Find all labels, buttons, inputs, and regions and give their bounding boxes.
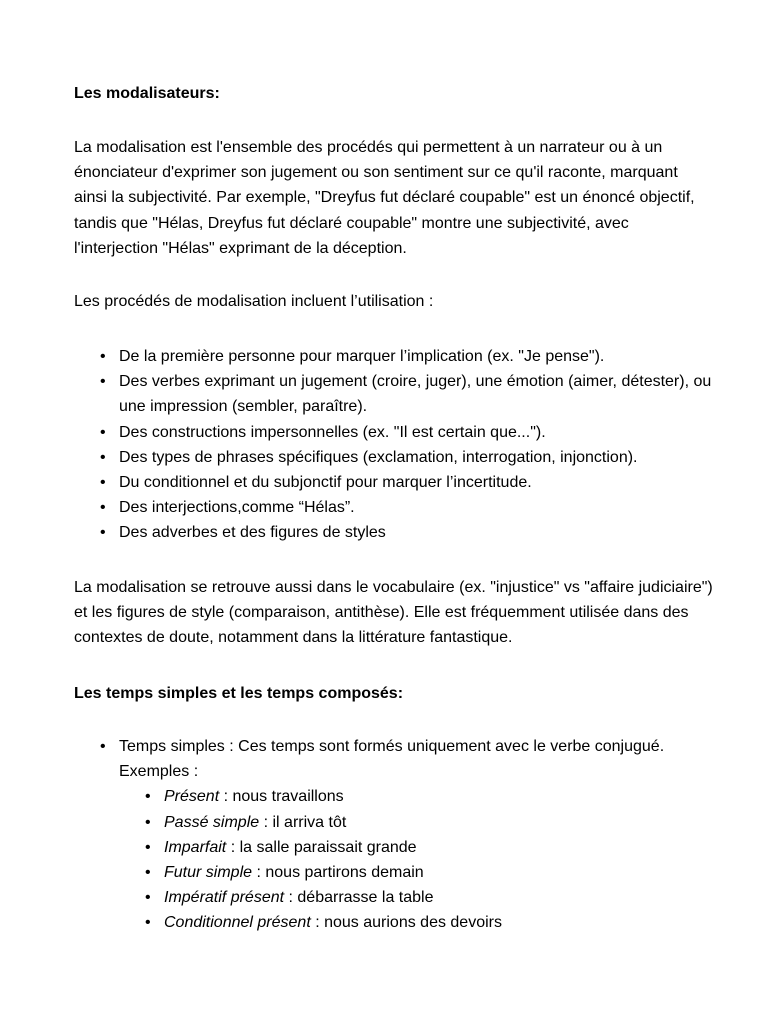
bullet: • xyxy=(100,524,106,542)
example-text: : la salle paraissait grande xyxy=(226,838,417,856)
bullet: • xyxy=(100,448,106,466)
tense-name: Passé simple xyxy=(164,813,260,831)
bullet: • xyxy=(100,348,106,365)
example-item xyxy=(119,835,714,860)
lead-paragraph: Les procédés de modalisation incluent l’utilisation : xyxy=(74,293,434,310)
bullet: • xyxy=(145,838,151,856)
example-item xyxy=(119,784,714,809)
tense-name: Présent xyxy=(164,788,220,806)
bullet: • xyxy=(100,499,106,517)
modalisation-list xyxy=(74,344,714,546)
bullet: • xyxy=(100,738,106,755)
list-item: • Du conditionnel et du subjonctif pour marquer l’incertitude. xyxy=(74,470,714,495)
example-text: : nous travaillons xyxy=(219,788,344,806)
section-title-modalisateurs: Les modalisateurs: xyxy=(74,85,220,102)
tense-name: Conditionnel présent xyxy=(164,914,311,932)
example-text: : il arriva tôt xyxy=(259,813,347,831)
temps-list xyxy=(74,734,714,936)
example-item xyxy=(119,810,714,835)
bullet: • xyxy=(145,914,151,932)
list-item xyxy=(74,734,714,936)
tense-name: Impératif présent xyxy=(164,889,285,907)
section-title-temps: Les temps simples et les temps composés: xyxy=(74,685,404,702)
tense-name: Imparfait xyxy=(164,838,227,856)
tense-name: Futur simple xyxy=(164,864,253,882)
bullet: • xyxy=(100,474,106,492)
example-item xyxy=(119,910,714,935)
temps-simples-text: Temps simples : Ces temps sont formés uniquement avec le verbe conjugué. Exemples : xyxy=(119,738,665,781)
bullet: • xyxy=(145,864,151,882)
intro-paragraph: La modalisation est l'ensemble des procédés qui permettent à un narrateur ou à un énonciateur d'exprimer son jugement ou son sentiment sur ce qu'il raconte, marquant ainsi la subjectivité. Par exemple, "Dreyfus fut déclaré coupable" est un énoncé objectif, tandis que "Hélas, Dreyfus fut déclaré coupable" montre une subjectivité, avec l'interjection "Hélas" exprimant de la déception. xyxy=(74,139,695,257)
list-item: • Des adverbes et des figures de styles xyxy=(74,520,714,545)
example-text: : nous aurions des devoirs xyxy=(310,914,502,932)
bullet: • xyxy=(145,788,151,806)
bullet: • xyxy=(145,889,151,907)
outro-paragraph: La modalisation se retrouve aussi dans le vocabulaire (ex. "injustice" vs "affaire judiciaire") et les figures de style (comparaison, antithèse). Elle est fréquemment utilisée dans des contextes de doute, notamment dans la littérature fantastique. xyxy=(74,579,713,647)
example-item xyxy=(119,860,714,885)
example-text: : nous partirons demain xyxy=(252,864,424,882)
list-item: • De la première personne pour marquer l’implication (ex. "Je pense"). xyxy=(74,344,714,369)
list-item: • Des constructions impersonnelles (ex. "Il est certain que..."). xyxy=(74,420,714,445)
examples-list xyxy=(119,784,714,935)
list-item: • Des types de phrases spécifiques (exclamation, interrogation, injonction). xyxy=(74,445,714,470)
bullet: • xyxy=(100,423,106,441)
list-item: • Des interjections,comme “Hélas”. xyxy=(74,495,714,520)
bullet: • xyxy=(145,813,151,831)
example-item xyxy=(119,885,714,910)
example-text: : débarrasse la table xyxy=(284,889,434,907)
bullet: • xyxy=(100,373,106,391)
list-item: • Des verbes exprimant un jugement (croire, juger), une émotion (aimer, détester), ou une impression (sembler, paraître). xyxy=(74,369,714,419)
